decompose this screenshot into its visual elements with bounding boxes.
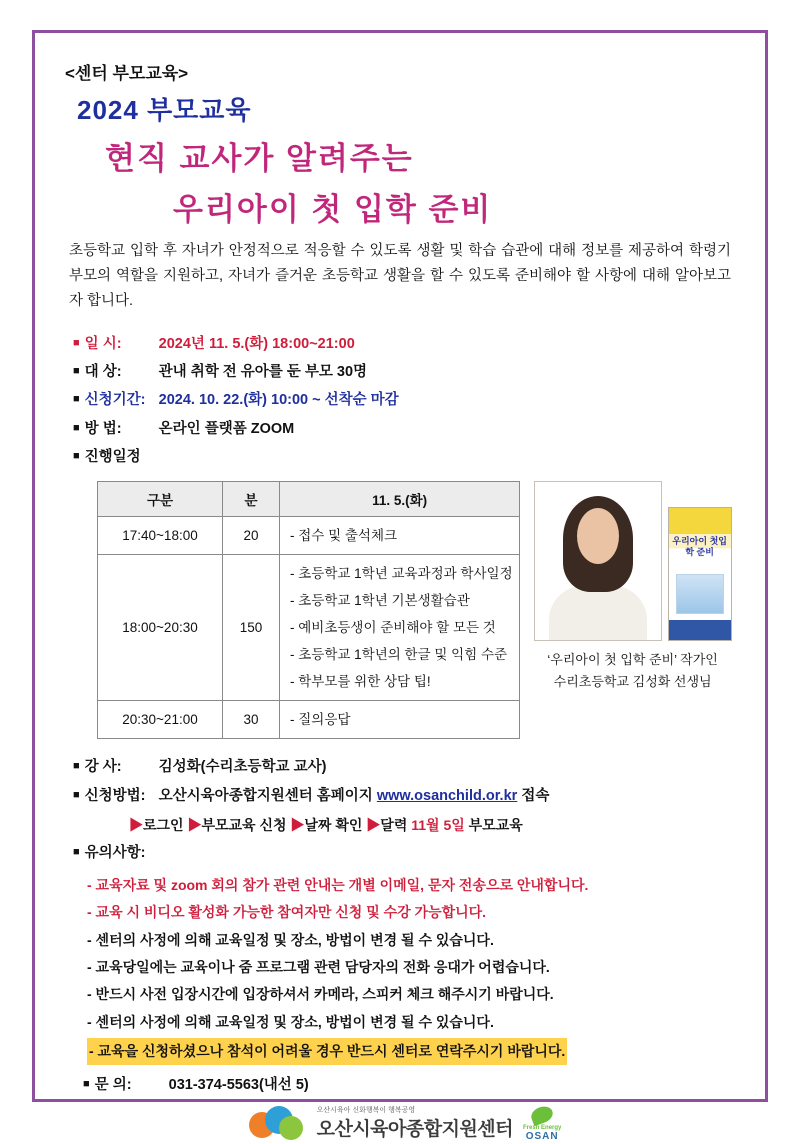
table-row (98, 517, 520, 555)
info-label-schedule: 진행일정 (84, 448, 141, 465)
book-title-text: 우리아이 첫입학 준비 (672, 536, 727, 558)
schedule-table (97, 481, 520, 739)
title-line-1: 2024 부모교육 (77, 95, 252, 125)
header-gubun: 구분 (98, 482, 223, 517)
cell-min-2: 150 (223, 555, 280, 701)
apply-website-link[interactable]: www.osanchild.or.kr (376, 788, 518, 805)
book-cover-image (668, 507, 732, 641)
apply-row (73, 782, 737, 811)
info-label-target: 대 상: (84, 364, 122, 381)
apply-steps (129, 811, 737, 839)
contact-label: 문 의: (94, 1077, 132, 1094)
photo-group (528, 481, 737, 641)
step-arrow-icon: ▶ (290, 817, 305, 834)
cell-time-3: 20:30~21:00 (98, 701, 223, 739)
cell-time-2: 18:00~20:30 (98, 555, 223, 701)
intro-paragraph: 초등학교 입학 후 자녀가 안정적으로 적응할 수 있도록 생활 및 학습 습관에 대해 정보를 제공하여 학령기 부모의 역할을 지원하고, 자녀가 즐거운 초등학교 생활을 할 수 있도록 준비해야 할 사항에 대해 알아보고자 합니다. (69, 243, 731, 309)
info-value-period: 2024. 10. 22.(화) 10:00 ~ 선착순 마감 (158, 392, 399, 409)
cell-content-3: - 질의응답 (280, 701, 520, 739)
schedule-section (97, 481, 737, 739)
photo-caption (528, 649, 737, 693)
title-line-3: 우리아이 첫 입학 준비 (173, 192, 493, 227)
schedule-item: - 초등학교 1학년 기본생활습관 (290, 593, 470, 609)
cell-time-1: 17:40~18:00 (98, 517, 223, 555)
bullet-square-icon: ■ (83, 1078, 90, 1091)
step-4-highlight: 11월 5일 (411, 817, 465, 834)
schedule-item: - 학부모를 위한 상담 팁! (290, 674, 431, 690)
info-row-datetime (73, 330, 737, 358)
logo-main-text: 오산시육아종합지원센터 (316, 1119, 514, 1141)
step-4-label: 달력 (380, 817, 412, 834)
info-label-method: 방 법: (84, 420, 122, 437)
notice-item: - 센터의 사정에 의해 교육일정 및 장소, 방법이 변경 될 수 있습니다. (87, 931, 494, 948)
bullet-square-icon: ■ (73, 846, 80, 859)
cell-content-1: - 접수 및 출석체크 (280, 517, 520, 555)
kicker-text: <센터 부모교육> (65, 64, 189, 83)
contact-value: 031-374-5563(내선 5) (168, 1077, 309, 1094)
schedule-item: - 초등학교 1학년 교육과정과 학사일정 (290, 566, 513, 582)
info-value-target: 관내 취학 전 유아를 둔 부모 30명 (158, 364, 368, 381)
logo-text-block (317, 1107, 513, 1142)
flyer-border-frame (32, 30, 768, 1142)
table-header-row (98, 482, 520, 517)
osan-city-logo (523, 1107, 561, 1142)
info-row-period (73, 386, 737, 414)
step-arrow-icon: ▶ (366, 817, 381, 834)
step-1-label: 로그인 (143, 817, 184, 834)
apply-text-before: 오산시육아종합지원센터 홈페이지 (158, 788, 373, 805)
info-row-method (73, 415, 737, 443)
header-min: 분 (223, 482, 280, 517)
bullet-square-icon: ■ (73, 393, 80, 406)
apply-label: 신청방법: (84, 788, 146, 805)
cell-min-3: 30 (223, 701, 280, 739)
photo-caption-line-2: 수리초등학교 김성화 선생님 (553, 674, 712, 690)
step-4-tail: 부모교육 (464, 817, 523, 834)
notice-item: - 반드시 사전 입장시간에 입장하셔서 카메라, 스피커 체크 해주시기 바랍니다. (87, 986, 554, 1003)
logo-subtext: 오산시육아 신화행복이 행복공영 (316, 1106, 416, 1114)
lecturer-row (73, 753, 737, 782)
step-2-label: 부모교육 신청 (201, 817, 287, 834)
info-row-schedule-heading (73, 443, 737, 471)
table-row (98, 701, 520, 739)
notice-item: - 센터의 사정에 의해 교육일정 및 장소, 방법이 변경 될 수 있습니다. (87, 1013, 494, 1030)
notice-title: 유의사항: (84, 845, 146, 862)
cell-min-1: 20 (223, 517, 280, 555)
notice-item: - 교육당일에는 교육이나 줌 프로그램 관련 담당자의 전화 응대가 어렵습니다. (87, 959, 550, 976)
info-label-period: 신청기간: (84, 392, 146, 409)
contact-row (83, 1073, 737, 1094)
apply-text-after: 접속 (521, 788, 550, 805)
bullet-square-icon: ■ (73, 760, 80, 773)
info-list (73, 330, 737, 471)
notice-title-row (73, 839, 737, 868)
bullet-square-icon: ■ (73, 789, 80, 802)
notice-item: - 교육 시 비디오 활성화 가능한 참여자만 신청 및 수강 가능합니다. (87, 904, 487, 921)
notice-item-highlighted: - 교육을 신청하셨으나 참석이 어려울 경우 반드시 센터로 연락주시기 바랍니다. (87, 1038, 567, 1065)
notice-item-highlight-wrap (87, 1036, 737, 1067)
center-logo-icon (249, 1104, 307, 1144)
leaf-icon (529, 1103, 555, 1126)
lecturer-label: 강 사: (84, 759, 122, 776)
bullet-square-icon: ■ (73, 421, 80, 434)
step-arrow-icon: ▶ (187, 817, 202, 834)
lower-section (73, 753, 737, 1144)
schedule-item: - 초등학교 1학년의 한글 및 익힘 수준 (290, 647, 508, 663)
lecturer-value: 김성화(수리초등학교 교사) (158, 759, 327, 776)
notice-list (87, 872, 737, 1067)
footer-logo (73, 1104, 737, 1144)
bullet-square-icon: ■ (73, 365, 80, 378)
info-row-target (73, 358, 737, 386)
info-value-method: 온라인 플랫폼 ZOOM (158, 420, 295, 437)
photo-caption-line-1: ‘우리아이 첫 입학 준비’ 작가인 (547, 652, 718, 668)
step-3-label: 날짜 확인 (304, 817, 363, 834)
header-date: 11. 5.(화) (280, 482, 520, 517)
bullet-square-icon: ■ (73, 449, 80, 462)
info-value-datetime: 2024년 11. 5.(화) 18:00~21:00 (158, 335, 355, 352)
schedule-item: - 예비초등생이 준비해야 할 모든 것 (290, 620, 496, 636)
osan-text: OSAN (525, 1130, 559, 1142)
title-line-2: 현직 교사가 알려주는 (105, 141, 414, 176)
bullet-square-icon: ■ (73, 336, 80, 349)
table-row (98, 555, 520, 701)
lecturer-photo (534, 481, 662, 641)
cell-content-2 (280, 555, 520, 701)
notice-item: - 교육자료 및 zoom 회의 참가 관련 안내는 개별 이메일, 문자 전송으로 안내합니다. (87, 877, 589, 894)
osan-subtext: Fresh Energy (523, 1124, 562, 1131)
info-label-datetime: 일 시: (84, 335, 122, 352)
step-arrow-icon: ▶ (129, 817, 143, 834)
photo-column (528, 481, 737, 693)
